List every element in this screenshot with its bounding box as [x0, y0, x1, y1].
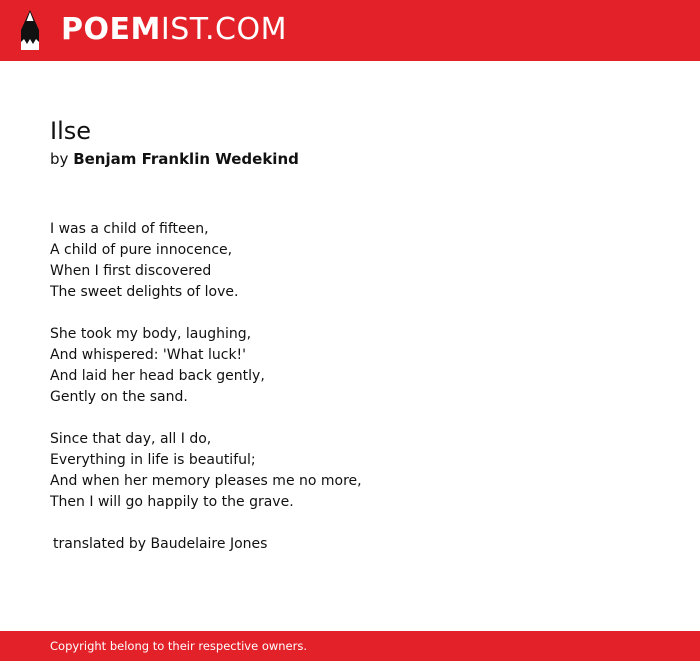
poem-line: And when her memory pleases me no more, — [50, 473, 362, 489]
poem-body — [50, 219, 362, 555]
poem-line: When I first discovered — [50, 263, 212, 279]
poem-line: I was a child of fifteen, — [50, 221, 209, 237]
poem-line: And whispered: 'What luck!' — [50, 347, 247, 363]
poem-line: She took my body, laughing, — [50, 326, 252, 342]
site-footer — [0, 631, 700, 661]
stanza — [50, 324, 362, 408]
by-label: by — [50, 150, 69, 168]
stanza — [50, 429, 362, 513]
byline — [50, 149, 299, 169]
poem-line: Everything in life is beautiful; — [50, 452, 256, 468]
poem-line: A child of pure innocence, — [50, 242, 233, 258]
poem-line: Gently on the sand. — [50, 389, 188, 405]
translator-note: translated by Baudelaire Jones — [53, 536, 268, 552]
site-header — [0, 0, 700, 61]
site-logo[interactable] — [61, 11, 287, 49]
pencil-icon[interactable] — [16, 9, 44, 51]
poem-line: And laid her head back gently, — [50, 368, 265, 384]
author-name: Benjam Franklin Wedekind — [73, 150, 299, 168]
logo-text-light: IST.COM — [160, 12, 287, 47]
logo-text-bold: POEM — [61, 12, 161, 47]
poem-line: Then I will go happily to the grave. — [50, 494, 294, 510]
copyright-text: Copyright belong to their respective owners. — [50, 639, 308, 653]
poem-title: Ilse — [50, 117, 92, 145]
poem-line: Since that day, all I do, — [50, 431, 212, 447]
stanza — [50, 219, 362, 303]
poem-line: The sweet delights of love. — [50, 284, 239, 300]
